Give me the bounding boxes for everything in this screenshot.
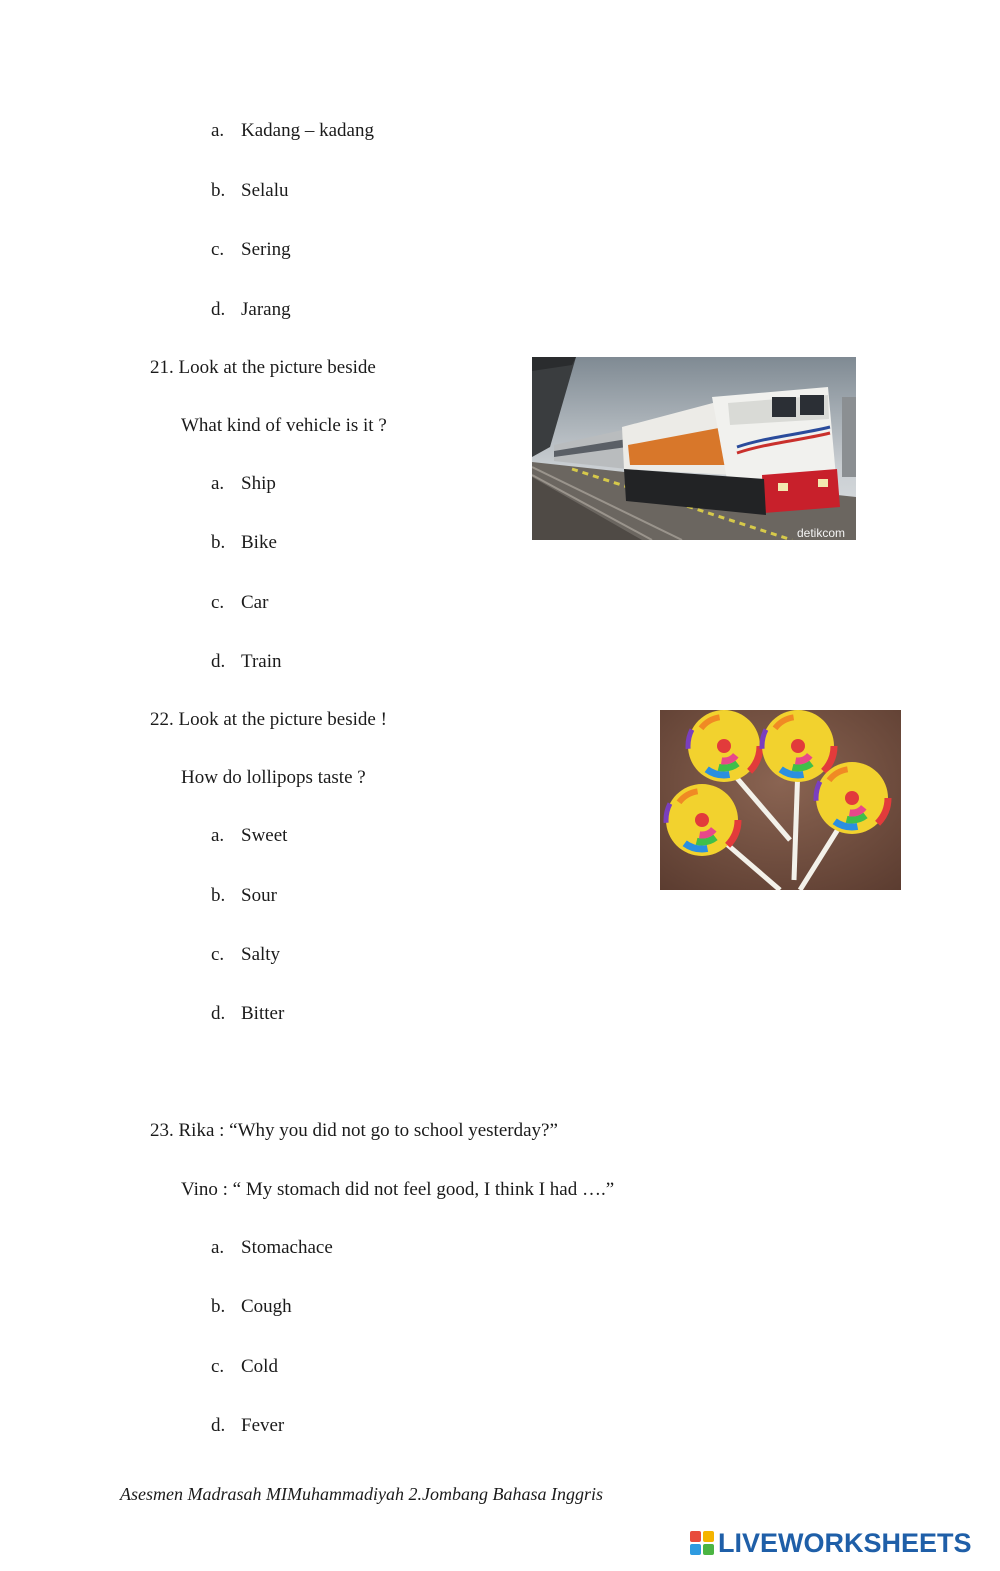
image-watermark: detikcom [797, 526, 846, 540]
option-d[interactable]: d. Bitter [211, 1003, 285, 1024]
option-b[interactable]: b. Cough [211, 1296, 292, 1317]
liveworksheets-brand[interactable] [690, 1528, 972, 1558]
option-b[interactable]: b. Selalu [211, 180, 289, 201]
option-a[interactable]: a. Sweet [211, 825, 288, 846]
question-22-text: How do lollipops taste ? [181, 767, 366, 788]
lollipop-image [660, 710, 901, 890]
option-d[interactable]: d. Train [211, 651, 282, 672]
question-21-prompt: 21. Look at the picture beside [150, 357, 376, 378]
question-21-text: What kind of vehicle is it ? [181, 415, 387, 436]
option-d[interactable]: d. Jarang [211, 299, 291, 320]
option-a[interactable]: a. Ship [211, 473, 276, 494]
option-d[interactable]: d. Fever [211, 1415, 285, 1436]
option-b[interactable]: b. Bike [211, 532, 277, 553]
option-c[interactable]: c. Salty [211, 944, 281, 965]
option-b[interactable]: b. Sour [211, 885, 277, 906]
question-23-text: Vino : “ My stomach did not feel good, I think I had ….” [181, 1179, 615, 1200]
option-a[interactable]: a. Kadang – kadang [211, 120, 374, 141]
option-c[interactable]: c. Cold [211, 1356, 278, 1377]
page-footer: Asesmen Madrasah MIMuhammadiyah 2.Jombang Bahasa Inggris [120, 1484, 603, 1504]
option-c[interactable]: c. Sering [211, 239, 291, 260]
brand-name: LIVEWORKSHEETS [718, 1527, 972, 1558]
question-23-prompt: 23. Rika : “Why you did not go to school yesterday?” [150, 1120, 558, 1141]
train-image [532, 357, 856, 540]
liveworksheets-logo-icon [690, 1531, 714, 1555]
option-c[interactable]: c. Car [211, 592, 269, 613]
option-a[interactable]: a. Stomachace [211, 1237, 333, 1258]
question-22-prompt: 22. Look at the picture beside ! [150, 709, 387, 730]
